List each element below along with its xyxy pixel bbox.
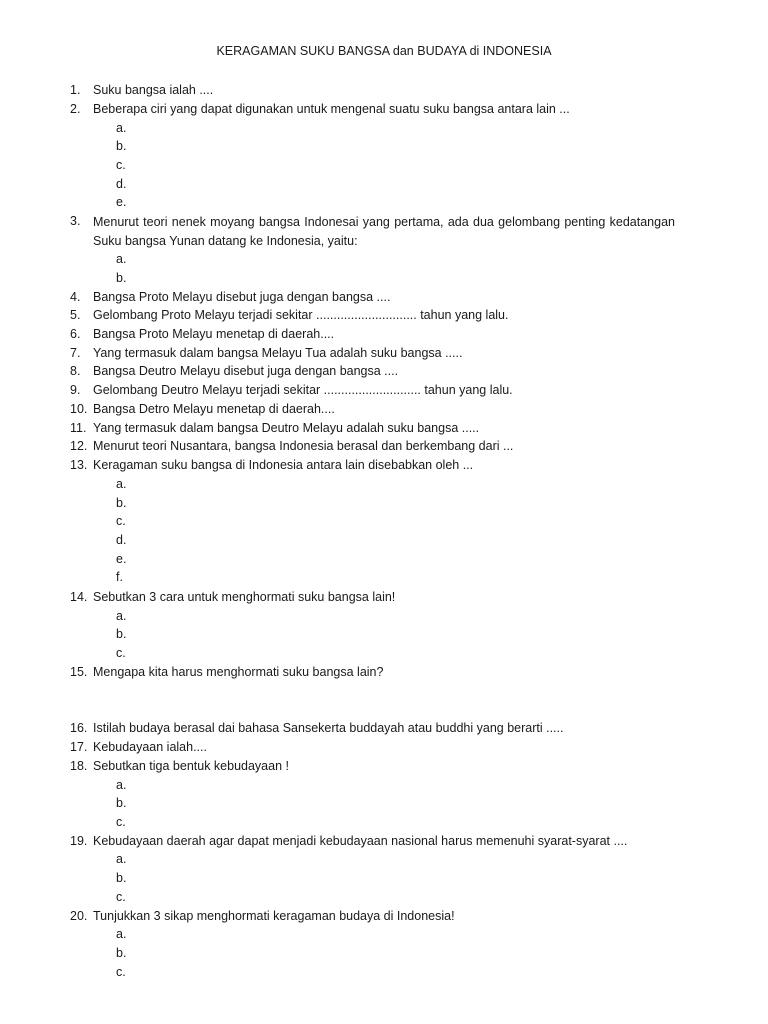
answer-option: b. bbox=[116, 796, 127, 810]
worksheet-title: KERAGAMAN SUKU BANGSA dan BUDAYA di INDONESIA bbox=[216, 44, 552, 58]
question-text: Gelombang Deutro Melayu terjadi sekitar ............................ tahun yang lalu. bbox=[93, 383, 513, 397]
answer-option: a. bbox=[116, 852, 127, 866]
question-text: Bangsa Deutro Melayu disebut juga dengan bangsa .... bbox=[93, 364, 399, 378]
answer-option: f. bbox=[116, 570, 123, 584]
answer-option: a. bbox=[116, 477, 127, 491]
question-text: Gelombang Proto Melayu terjadi sekitar ............................. tahun yang lalu. bbox=[93, 308, 509, 322]
question-number: 2. bbox=[70, 102, 81, 116]
answer-option: a. bbox=[116, 927, 127, 941]
answer-option: c. bbox=[116, 158, 126, 172]
question-number: 11. bbox=[70, 421, 87, 435]
answer-option: c. bbox=[116, 646, 126, 660]
question-number: 14. bbox=[70, 590, 88, 604]
answer-option: b. bbox=[116, 271, 127, 285]
question-text: Keragaman suku bangsa di Indonesia antara lain disebabkan oleh ... bbox=[93, 458, 474, 472]
answer-option: c. bbox=[116, 890, 126, 904]
question-number: 7. bbox=[70, 346, 81, 360]
answer-option: b. bbox=[116, 946, 127, 960]
question-text: Sebutkan 3 cara untuk menghormati suku bangsa lain! bbox=[93, 590, 396, 604]
answer-option: b. bbox=[116, 139, 127, 153]
question-text: Mengapa kita harus menghormati suku bangsa lain? bbox=[93, 665, 384, 679]
answer-option: e. bbox=[116, 195, 127, 209]
question-number: 13. bbox=[70, 458, 88, 472]
question-number: 20. bbox=[70, 909, 88, 923]
answer-option: c. bbox=[116, 965, 126, 979]
answer-option: a. bbox=[116, 778, 127, 792]
answer-option: d. bbox=[116, 177, 127, 191]
answer-option: a. bbox=[116, 609, 127, 623]
answer-option: b. bbox=[116, 871, 127, 885]
answer-option: c. bbox=[116, 815, 126, 829]
question-text: Yang termasuk dalam bangsa Melayu Tua adalah suku bangsa ..... bbox=[93, 346, 463, 360]
question-text: Menurut teori nenek moyang bangsa Indonesai yang pertama, ada dua gelombang penting kedatangan Suku bangsa Yunan datang ke Indonesia, yaitu: bbox=[93, 215, 675, 248]
question-number: 12. bbox=[70, 439, 88, 453]
answer-option: b. bbox=[116, 627, 127, 641]
question-text: Kebudayaan daerah agar dapat menjadi kebudayaan nasional harus memenuhi syarat-syarat .... bbox=[93, 834, 628, 848]
answer-option: d. bbox=[116, 533, 127, 547]
answer-option: b. bbox=[116, 496, 127, 510]
question-number: 6. bbox=[70, 327, 81, 341]
question-number: 3. bbox=[70, 214, 81, 228]
question-text: Menurut teori Nusantara, bangsa Indonesia berasal dan berkembang dari ... bbox=[93, 439, 514, 453]
question-number: 1. bbox=[70, 83, 81, 97]
question-number: 9. bbox=[70, 383, 81, 397]
answer-option: a. bbox=[116, 121, 127, 135]
question-number: 8. bbox=[70, 364, 81, 378]
question-text: Suku bangsa ialah .... bbox=[93, 83, 214, 97]
question-text: Bangsa Proto Melayu menetap di daerah.... bbox=[93, 327, 335, 341]
question-text: Beberapa ciri yang dapat digunakan untuk mengenal suatu suku bangsa antara lain ... bbox=[93, 102, 570, 116]
question-text: Bangsa Proto Melayu disebut juga dengan bangsa .... bbox=[93, 290, 391, 304]
question-number: 15. bbox=[70, 665, 88, 679]
question-number: 5. bbox=[70, 308, 81, 322]
question-number: 17. bbox=[70, 740, 88, 754]
question-text: Kebudayaan ialah.... bbox=[93, 740, 207, 754]
answer-option: e. bbox=[116, 552, 127, 566]
question-number: 18. bbox=[70, 759, 88, 773]
question-text: Tunjukkan 3 sikap menghormati keragaman budaya di Indonesia! bbox=[93, 909, 455, 923]
answer-option: a. bbox=[116, 252, 127, 266]
question-text: Bangsa Detro Melayu menetap di daerah.... bbox=[93, 402, 335, 416]
question-text: Yang termasuk dalam bangsa Deutro Melayu adalah suku bangsa ..... bbox=[93, 421, 480, 435]
question-number: 4. bbox=[70, 290, 81, 304]
answer-option: c. bbox=[116, 514, 126, 528]
question-text: Sebutkan tiga bentuk kebudayaan ! bbox=[93, 759, 289, 773]
question-number: 19. bbox=[70, 834, 88, 848]
question-text: Istilah budaya berasal dai bahasa Sansekerta buddayah atau buddhi yang berarti ..... bbox=[93, 721, 564, 735]
question-number: 10. bbox=[70, 402, 88, 416]
question-number: 16. bbox=[70, 721, 88, 735]
